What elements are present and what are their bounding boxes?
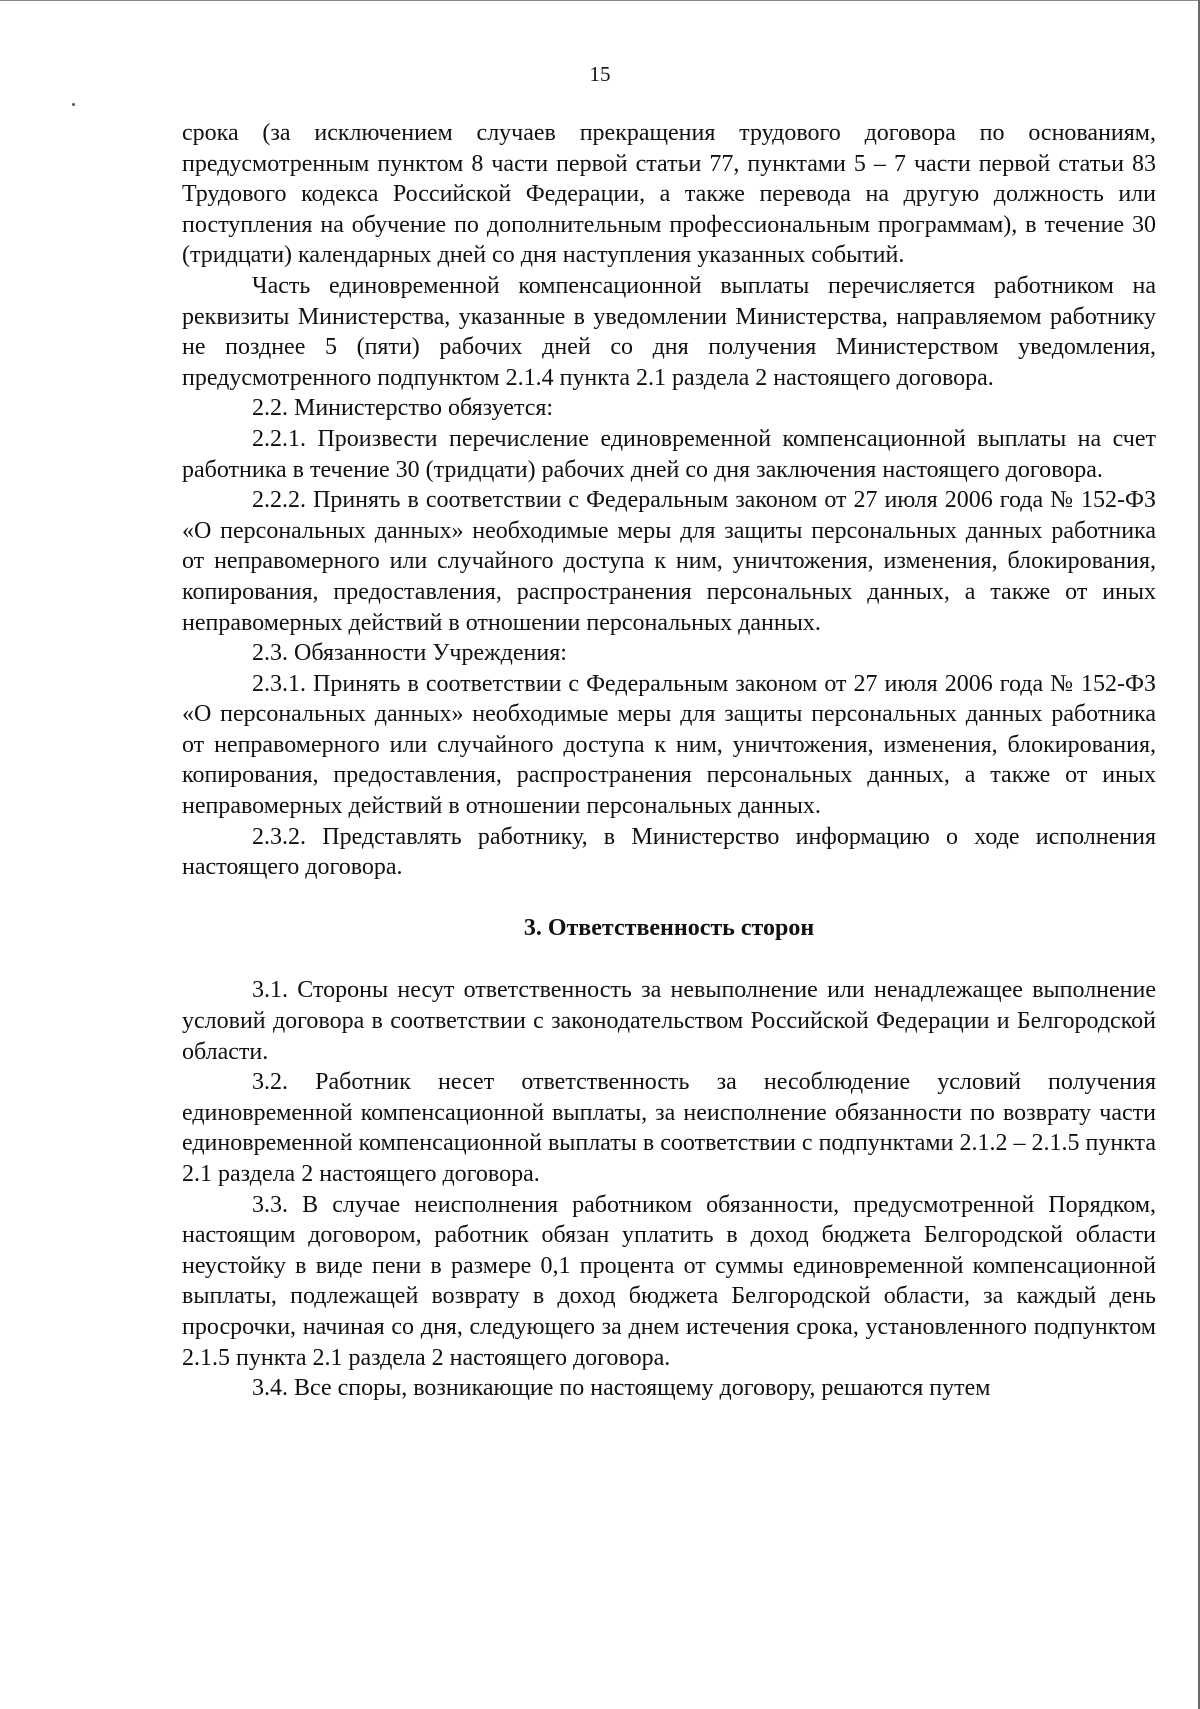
paragraph-3-1: 3.1. Стороны несут ответственность за невыполнение или ненадлежащее выполнение условий договора в соответствии с законодательством Российской Федерации и Белгородской области. <box>182 977 1156 1065</box>
paragraph-payment-part: Часть единовременной компенсационной выплаты перечисляется работником на реквизиты Министерства, указанные в уведомлении Министерства, направляемом работнику не позднее 5 (пяти) рабочих дней со дня получения Министерством уведомления, предусмотренного подпунктом 2.1.4 пункта 2.1 раздела 2 настоящего договора. <box>182 272 1156 391</box>
paragraph-continuation: срока (за исключением случаев прекращения трудового договора по основаниям, предусмотренным пунктом 8 части первой статьи 77, пунктами 5 – 7 части первой статьи 83 Трудового кодекса Российской Федерации, а также перевода на другую должность или поступления на обучение по дополнительным профессиональным программам), в течение 30 (тридцати) календарных дней со дня наступления указанных событий. <box>182 120 1156 269</box>
paragraph-3-4: 3.4. Все споры, возникающие по настоящему договору, решаются путем <box>252 1375 991 1402</box>
paragraph-2-2: 2.2. Министерство обязуется: <box>252 395 554 422</box>
paragraph-3-3: 3.3. В случае неисполнения работником обязанности, предусмотренной Порядком, настоящим договором, работник обязан уплатить в доход бюджета Белгородской области неустойку в виде пени в размере 0,1 процента от суммы единовременной компенсационной выплаты, подлежащей возврату в доход бюджета Белгородской области, за каждый день просрочки, начиная со дня, следующего за днем истечения срока, установленного подпунктом 2.1.5 пункта 2.1 раздела 2 настоящего договора. <box>182 1191 1156 1371</box>
paragraph-2-2-2: 2.2.2. Принять в соответствии с Федеральным законом от 27 июля 2006 года № 152-ФЗ «О персональных данных» необходимые меры для защиты персональных данных работника от неправомерного или случайного доступа к ним, уничтожения, изменения, блокирования, копирования, предоставления, распространения персональных данных, а также от иных неправомерных действий в отношении персональных данных. <box>182 487 1156 636</box>
section-heading: 3. Ответственность сторон <box>523 914 815 941</box>
paragraph-2-2-1: 2.2.1. Произвести перечисление единовременной компенсационной выплаты на счет работника в течение 30 (тридцати) рабочих дней со дня заключения настоящего договора. <box>182 425 1156 483</box>
scan-speck <box>72 103 75 106</box>
paragraph-2-3-2: 2.3.2. Представлять работнику, в Министерство информацию о ходе исполнения настоящего договора. <box>182 823 1156 881</box>
paragraph-2-3: 2.3. Обязанности Учреждения: <box>252 640 567 667</box>
scan-top-edge <box>0 0 1200 1</box>
page-number: 15 <box>589 62 611 86</box>
paragraph-2-3-1: 2.3.1. Принять в соответствии с Федеральным законом от 27 июля 2006 года № 152-ФЗ «О персональных данных» необходимые меры для защиты персональных данных работника от неправомерного или случайного доступа к ним, уничтожения, изменения, блокирования, копирования, предоставления, распространения персональных данных, а также от иных неправомерных действий в отношении персональных данных. <box>182 670 1156 820</box>
paragraph-3-2: 3.2. Работник несет ответственность за несоблюдение условий получения единовременной компенсационной выплаты, за неисполнение обязанности по возврату части единовременной компенсационной выплаты в соответствии с подпунктами 2.1.2 – 2.1.5 пункта 2.1 раздела 2 настоящего договора. <box>182 1069 1156 1187</box>
document-body <box>182 118 1156 1404</box>
